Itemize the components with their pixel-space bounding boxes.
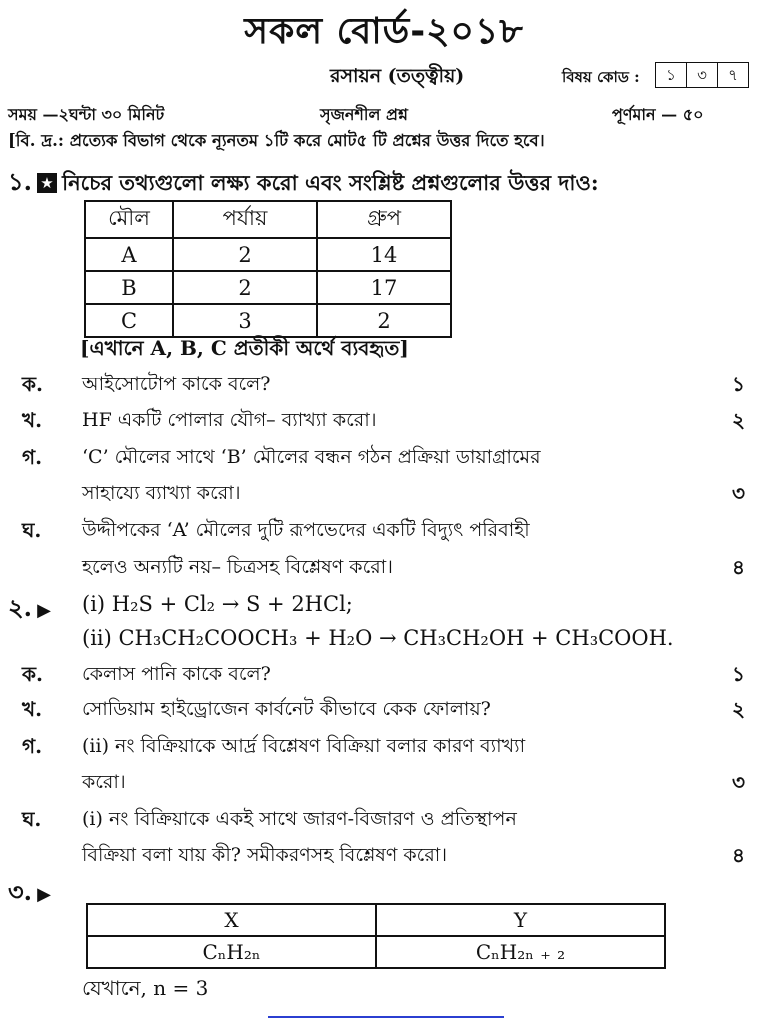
subject-name: রসায়ন (তত্ত্বীয়) (330, 65, 465, 87)
element-table (84, 200, 452, 338)
part-mark: ৩ (732, 770, 746, 794)
table-row (85, 304, 451, 337)
part-mark: ৩ (732, 481, 746, 505)
table-cell: CₙH₂ₙ ₊ ₂ (376, 936, 665, 968)
time-allowed: সময় —২ঘন্টা ৩০ মিনিট (8, 105, 165, 124)
question-1-header (8, 164, 599, 204)
condition-text: যেখানে, n = 3 (82, 976, 209, 1000)
subject-code-label: বিষয় কোড : (562, 68, 640, 86)
table-cell: 2 (173, 238, 317, 271)
part-mark: ৪ (732, 555, 745, 579)
question-number: ১. (8, 167, 32, 196)
table-cell: 3 (173, 304, 317, 337)
part-label: ক. (22, 372, 43, 396)
instruction-note: [বি. দ্র.: প্রত্যেক বিভাগ থেকে ন্যূনতম ১টি করে মোট৫ টি প্রশ্নের উত্তর দিতে হবে। (8, 131, 545, 150)
part-text: (ii) নং বিক্রিয়াকে আর্দ্র বিশ্লেষণ বিক্রিয়া বলার কারণ ব্যাখ্যা (82, 735, 526, 757)
reaction-2: (ii) CH₃CH₂COOCH₃ + H₂O → CH₃CH₂OH + CH₃COOH. (82, 626, 674, 650)
full-marks: পূর্ণমান — ৫০ (612, 105, 704, 124)
code-digit: ১ (656, 63, 687, 87)
part-mark: ১ (732, 372, 745, 396)
table-header: মৌল (85, 201, 173, 238)
part-text: HF একটি পোলার যৌগ– ব্যাখ্যা করো। (82, 409, 377, 431)
bottom-divider (268, 1016, 504, 1018)
table-cell: 17 (317, 271, 451, 304)
part-label: খ. (22, 408, 43, 432)
part-text: হলেও অন্যটি নয়– চিত্রসহ বিশ্লেষণ করো। (82, 556, 393, 578)
code-digit: ৩ (687, 63, 718, 87)
part-text: বিক্রিয়া বলা যায় কী? সমীকরণসহ বিশ্লেষণ করো। (82, 844, 448, 866)
part-text: ‘C’ মৌলের সাথে ‘B’ মৌলের বন্ধন গঠন প্রক্রিয়া ডায়াগ্রামের (82, 446, 541, 468)
play-arrow-icon: ▶ (37, 884, 51, 905)
table-note: [এখানে A, B, C প্রতীকী অর্থে ব্যবহৃত] (80, 336, 409, 360)
part-text: কেলাস পানি কাকে বলে? (82, 663, 271, 685)
star-icon: ★ (37, 173, 57, 193)
part-text: উদ্দীপকের ‘A’ মৌলের দুটি রূপভেদের একটি বিদ্যুৎ পরিবাহী (82, 519, 530, 541)
table-cell: 2 (317, 304, 451, 337)
table-header: পর্যায় (173, 201, 317, 238)
part-label: খ. (22, 697, 43, 721)
part-text: আইসোটোপ কাকে বলে? (82, 373, 271, 395)
part-label: গ. (22, 734, 43, 758)
table-cell: CₙH₂ₙ (87, 936, 376, 968)
table-header-row (85, 201, 451, 238)
table-cell: A (85, 238, 173, 271)
table-cell: B (85, 271, 173, 304)
code-digit: ৭ (728, 66, 738, 84)
play-arrow-icon: ▶ (37, 600, 51, 621)
table-header-row (87, 904, 665, 936)
question-number: ২. (8, 593, 32, 622)
subject-code-boxes (655, 62, 749, 88)
table-row (85, 271, 451, 304)
table-cell: 2 (173, 271, 317, 304)
part-text: সোডিয়াম হাইড্রোজেন কার্বনেট কীভাবে কেক ফোলায়? (82, 698, 491, 720)
part-mark: ৪ (732, 843, 745, 867)
part-label: ঘ. (22, 518, 42, 542)
paper-title: সকল বোর্ড-২০১৮ (244, 11, 524, 52)
part-label: ঘ. (22, 807, 42, 831)
table-header: Y (376, 904, 665, 936)
question-3-header (8, 874, 51, 914)
table-cell: C (85, 304, 173, 337)
table-cell: 14 (317, 238, 451, 271)
part-text: সাহায্যে ব্যাখ্যা করো। (82, 482, 241, 504)
table-header: গ্রুপ (317, 201, 451, 238)
question-number: ৩. (8, 877, 32, 906)
part-text: (i) নং বিক্রিয়াকে একই সাথে জারণ-বিজারণ ও প্রতিস্থাপন (82, 808, 517, 830)
question-stem: নিচের তথ্যগুলো লক্ষ্য করো এবং সংশ্লিষ্ট প্রশ্নগুলোর উত্তর দাও: (62, 170, 599, 195)
part-label: গ. (22, 445, 43, 469)
formula-table (86, 903, 666, 969)
part-mark: ২ (732, 697, 746, 721)
part-text: করো। (82, 771, 126, 793)
reaction-1: (i) H₂S + Cl₂ → S + 2HCl; (82, 592, 353, 616)
part-label: ক. (22, 662, 43, 686)
question-2-header (8, 590, 51, 630)
question-type: সৃজনশীল প্রশ্ন (320, 105, 408, 124)
part-mark: ১ (732, 662, 745, 686)
part-mark: ২ (732, 408, 746, 432)
table-header: X (87, 904, 376, 936)
table-row (85, 238, 451, 271)
table-row (87, 936, 665, 968)
